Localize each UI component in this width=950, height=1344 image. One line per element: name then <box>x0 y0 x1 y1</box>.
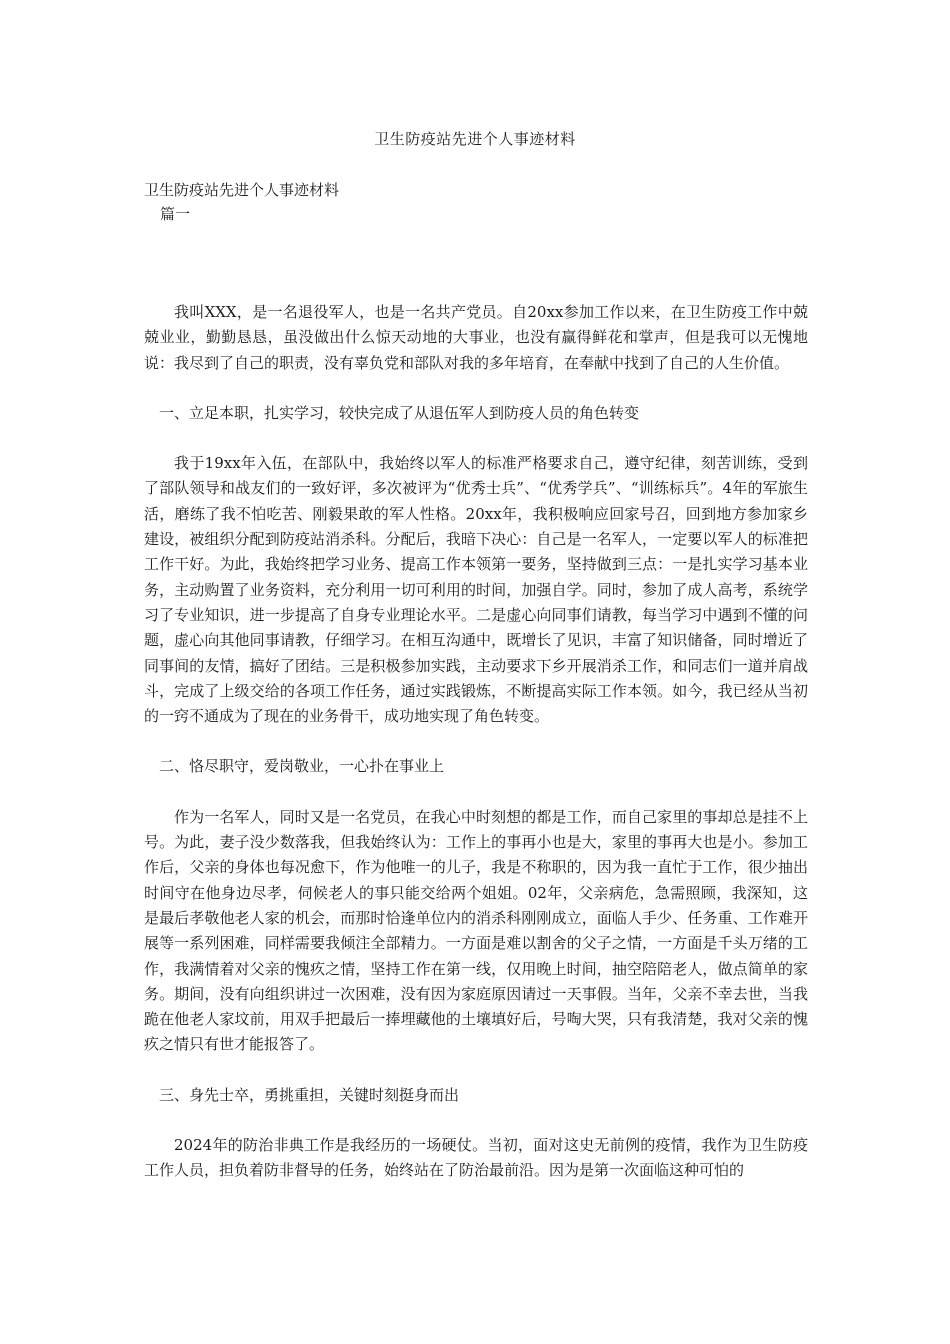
section-heading-3: 三、身先士卒，勇挑重担，关键时刻挺身而出 <box>159 1085 460 1104</box>
document-subtitle: 卫生防疫站先进个人事迹材料 <box>144 181 340 199</box>
document-title: 卫生防疫站先进个人事迹材料 <box>374 130 576 148</box>
intro-paragraph: 我叫XXX，是一名退役军人，也是一名共产党员。自20xx参加工作以来，在卫生防疫工作中兢兢业业，勤勤恳恳，虽没做出什么惊天动地的大事业，也没有赢得鲜花和掌声，但是我可以无愧地说：我尽到了自己的职责，没有辜负党和部队对我的多年培育，在奉献中找到了自己的人生价值。 <box>144 303 808 372</box>
section-paragraph-1: 我于19xx年入伍，在部队中，我始终以军人的标准严格要求自己，遵守纪律，刻苦训练，受到了部队领导和战友们的一致好评，多次被评为“优秀士兵”、“优秀学兵”、“训练标兵”。4年的军旅生活，磨练了我不怕吃苦、刚毅果敢的军人性格。20xx年，我积极响应回家号召，回到地方参加家乡建设，被组织分配到防疫站消杀科。分配后，我暗下决心：自己是一名军人，一定要以军人的标准把工作干好。为此，我始终把学习业务、提高工作本领第一要务，坚持做到三点：一是扎实学习基本业务，主动购置了业务资料，充分利用一切可利用的时间，加强自学。同时，参加了成人高考，系统学习了专业知识，进一步提高了自身专业理论水平。二是虚心向同事们请教，每当学习中遇到不懂的问题，虚心向其他同事请教，仔细学习。在相互沟通中，既增长了见识，丰富了知识储备，同时增近了同事间的友情，搞好了团结。三是积极参加实践，主动要求下乡开展消杀工作，和同志们一道并肩战斗，完成了上级交给的各项工作任务，通过实践锻炼，不断提高实际工作本领。如今，我已经从当初的一窍不通成为了现在的业务骨干，成功地实现了角色转变。 <box>144 454 808 726</box>
section-paragraph-2: 作为一名军人，同时又是一名党员，在我心中时刻想的都是工作，而自己家里的事却总是挂不上号。为此，妻子没少数落我，但我始终认为：工作上的事再小也是大，家里的事再大也是小。参加工作后，父亲的身体也每况愈下，作为他唯一的儿子，我是不称职的，因为我一直忙于工作，很少抽出时间守在他身边尽孝，伺候老人的事只能交给两个姐姐。02年，父亲病危，急需照顾，我深知，这是最后孝敬他老人家的机会，而那时恰逢单位内的消杀科刚刚成立，面临人手少、任务重、工作难开展等一系列困难，同样需要我倾注全部精力。一方面是难以割舍的父子之情，一方面是千头万绪的工作，我满情着对父亲的愧疚之情，坚持工作在第一线，仅用晚上时间，抽空陪陪老人，做点简单的家务。期间，没有向组织讲过一次困难，没有因为家庭原因请过一天事假。当年，父亲不幸去世，当我跪在他老人家坟前，用双手把最后一捧埋藏他的土壤填好后，号啕大哭，只有我清楚，我对父亲的愧疚之情只有世才能报答了。 <box>144 807 808 1054</box>
section-paragraph-3: 2024年的防治非典工作是我经历的一场硬仗。当初，面对这史无前例的疫情，我作为卫生防疫工作人员，担负着防非督导的任务，始终站在了防治最前沿。因为是第一次面临这种可怕的 <box>144 1136 808 1180</box>
document-body <box>144 300 808 1184</box>
section-heading-2: 二、恪尽职守，爱岗敬业，一心扑在事业上 <box>159 757 445 776</box>
part-label: 篇一 <box>160 205 191 223</box>
section-heading-1: 一、立足本职，扎实学习，较快完成了从退伍军人到防疫人员的角色转变 <box>159 403 640 422</box>
